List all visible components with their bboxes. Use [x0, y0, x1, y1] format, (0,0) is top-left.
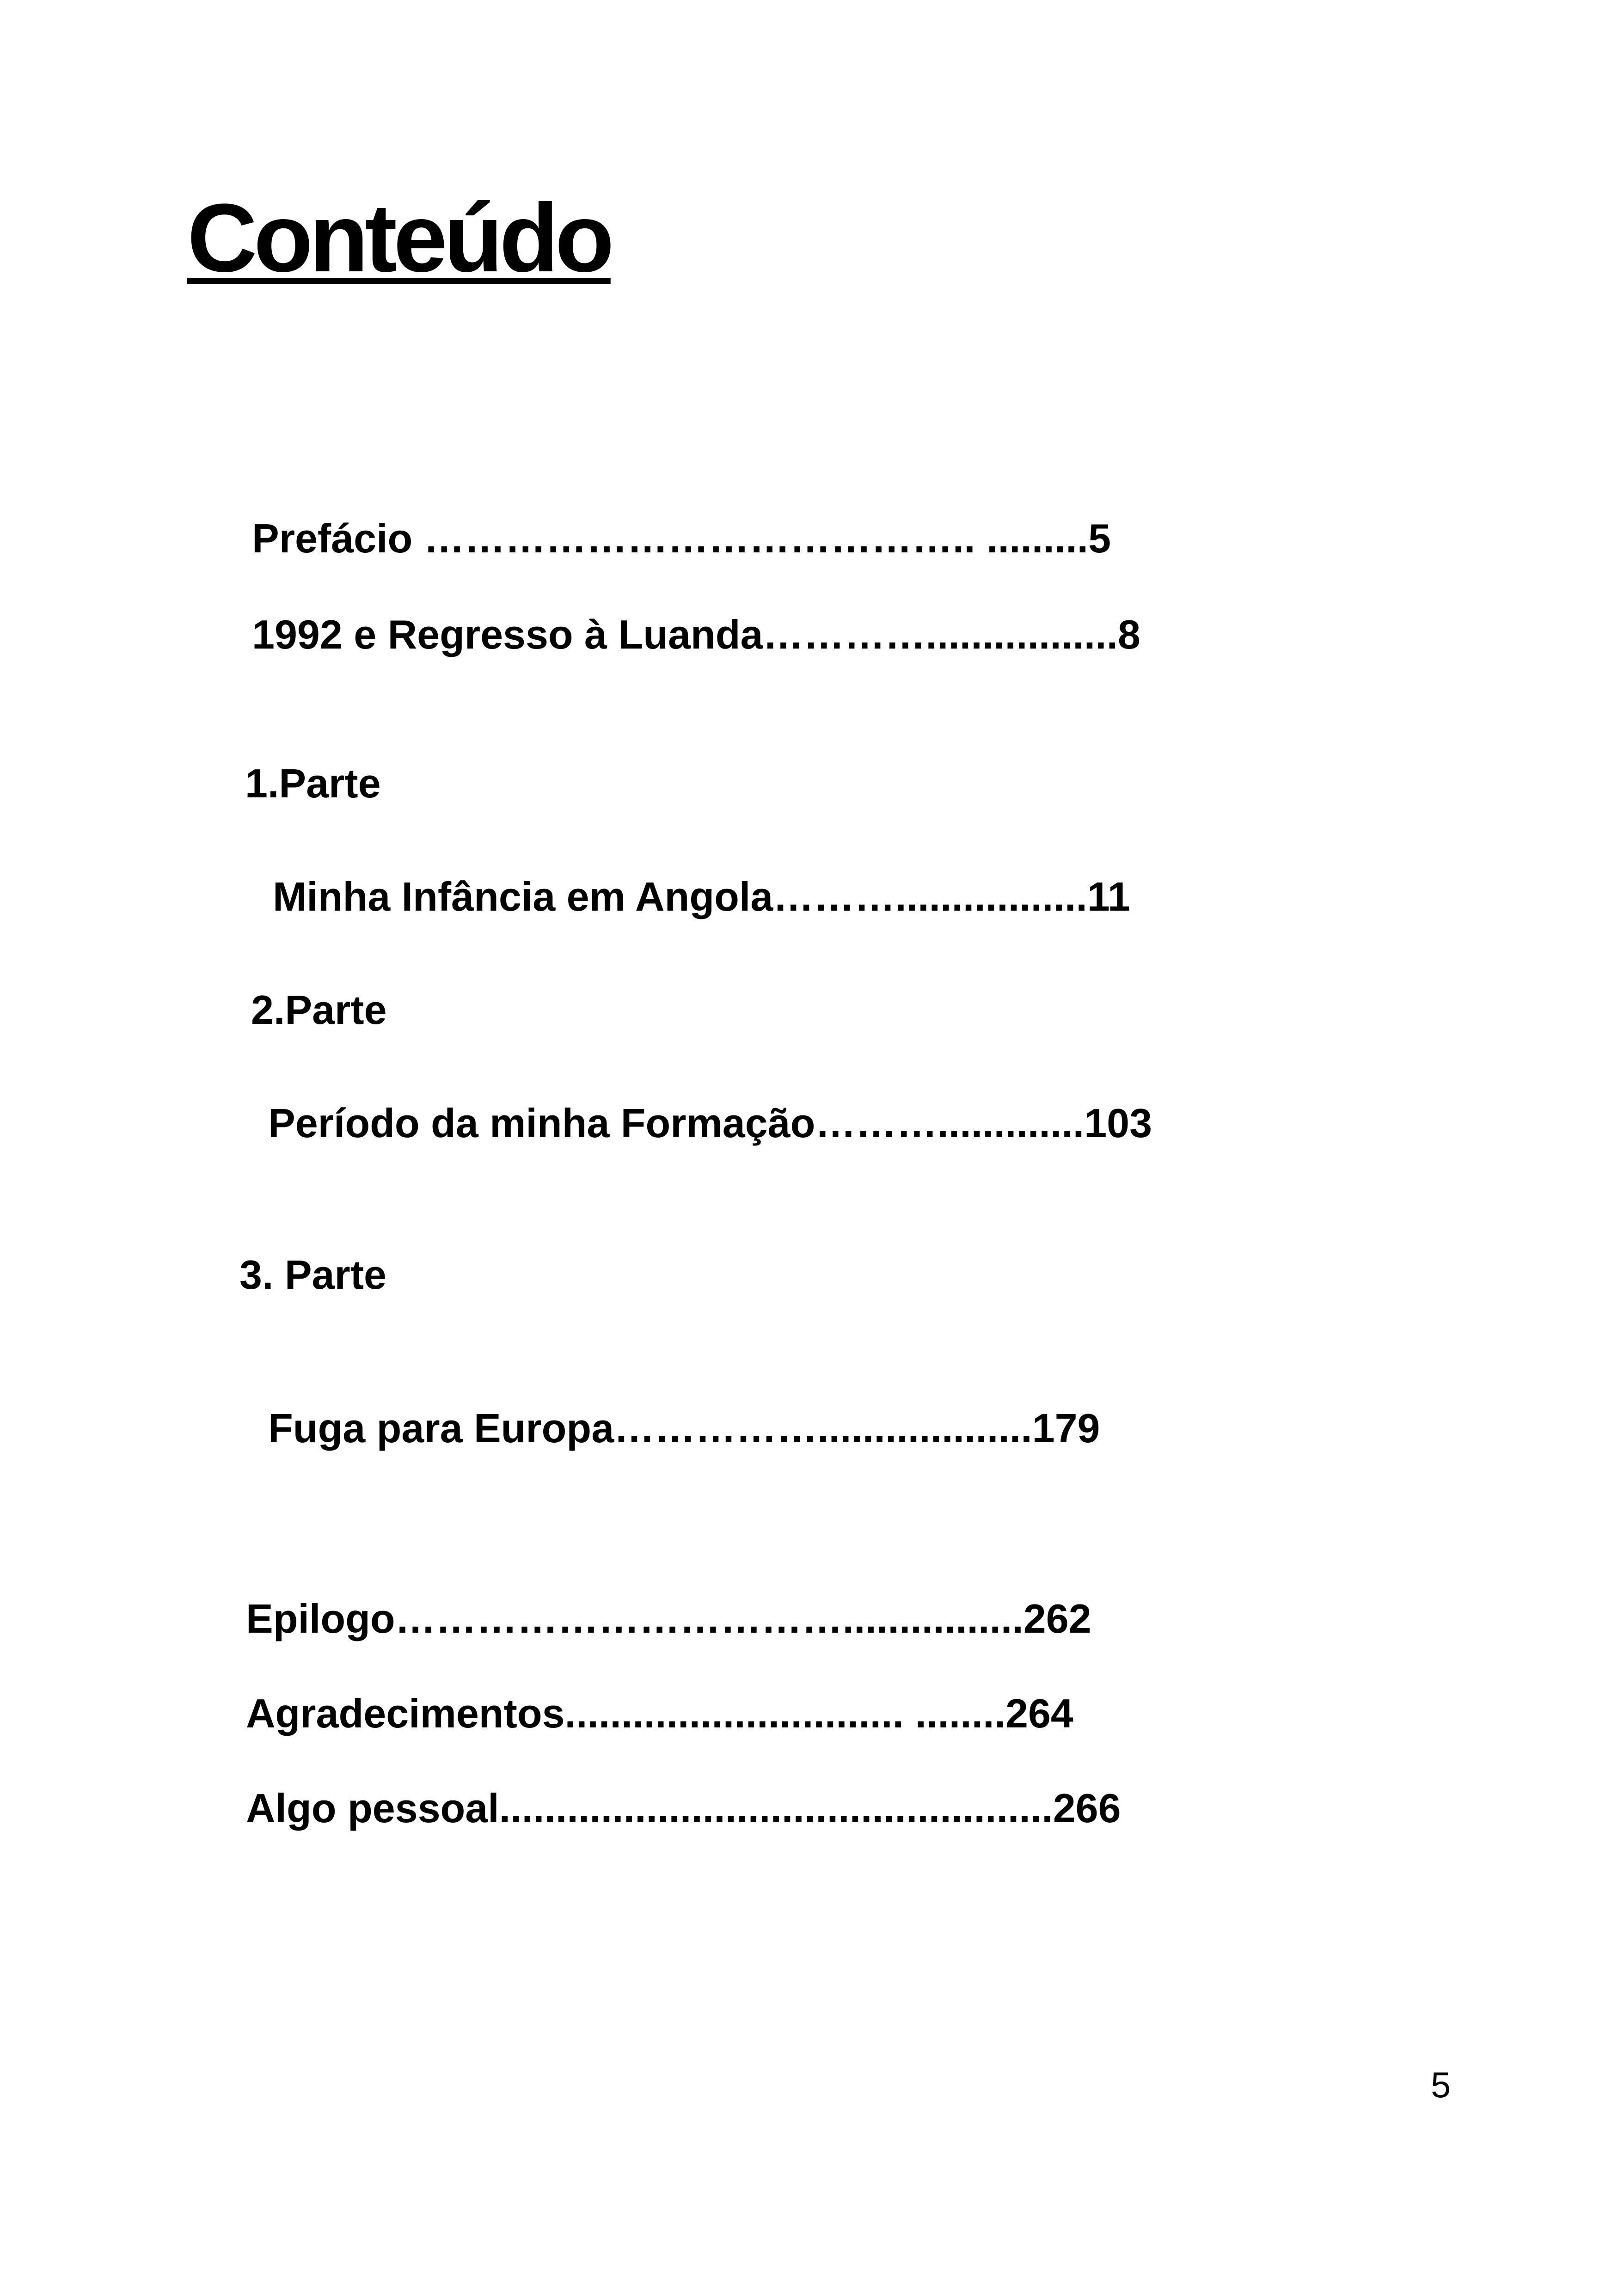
toc-section-parte-2: 2.Parte	[251, 987, 387, 1033]
page-title: Conteúdo	[187, 184, 611, 292]
toc-entry-infancia: Minha Infância em Angola……….................11	[273, 874, 1130, 919]
page-number: 5	[1431, 2064, 1451, 2105]
toc-entry-regresso: 1992 e Regresso à Luanda………….................8	[252, 612, 1140, 657]
toc-section-parte-1: 1.Parte	[245, 760, 381, 806]
toc-entry-algo-pessoal: Algo pessoal.................................................266	[246, 1785, 1121, 1831]
toc-entry-prefacio: Prefácio ………………………………….. .........5	[252, 515, 1111, 561]
toc-entry-formacao: Período da minha Formação……….............103	[268, 1100, 1152, 1146]
toc-entry-epilogo: Epilogo……………………………................262	[246, 1596, 1091, 1641]
toc-section-parte-3: 3. Parte	[239, 1252, 386, 1298]
toc-entry-fuga: Fuga para Europa……………...................179	[268, 1405, 1100, 1451]
toc-entry-agradecimentos: Agradecimentos.............................. ........264	[246, 1690, 1073, 1736]
